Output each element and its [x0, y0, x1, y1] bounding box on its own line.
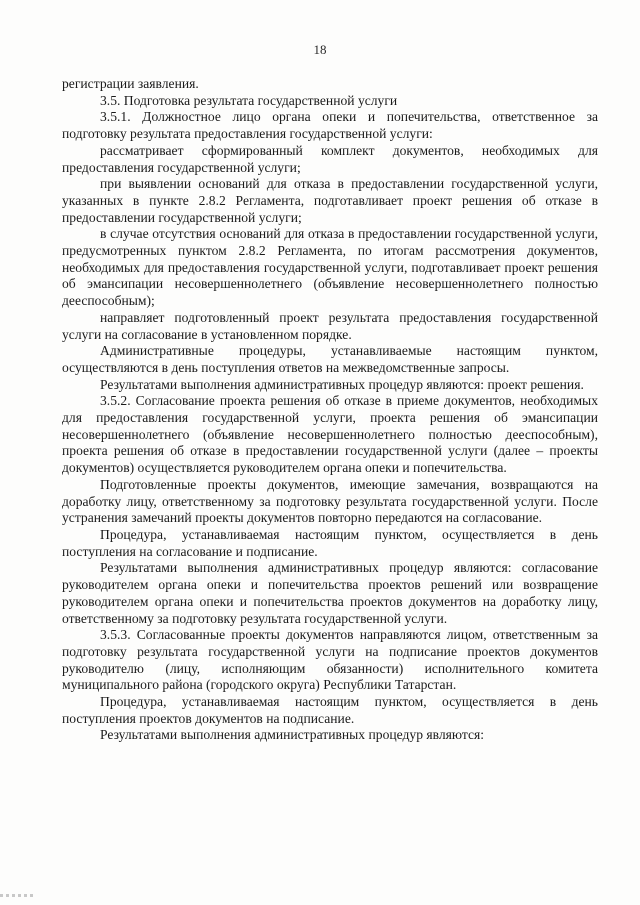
page-number: 18	[313, 42, 327, 57]
paragraph-3-5-3: 3.5.3. Согласованные проекты документов направляются лицом, ответственным за подготовку результата государственной услуги на подписание проектов документов руководителю (лицу, исполняющим обязанности) исполнительного комитета муниципального района (городского округа) Республики Татарстан.	[62, 627, 598, 693]
list-item-sends-for-approval: направляет подготовленный проект результата предоставления государственной услуги на согласование в установленном порядке.	[62, 309, 598, 342]
paragraph-results-signing: Результатами выполнения административных процедур являются:	[100, 727, 485, 743]
paragraph-procedure-signing-day: Процедура, устанавливаемая настоящим пунктом, осуществляется в день поступления проектов документов на подписание.	[62, 694, 598, 726]
paragraph-procedure-approval-day: Процедура, устанавливаемая настоящим пунктом, осуществляется в день поступления на согласование и подписание.	[62, 526, 598, 559]
paragraph-results-approval: Результатами выполнения административных процедур являются: согласование руководителем органа опеки и попечительства проектов решений или возвращение руководителем органа опеки и попечительства проектов документов на доработку лицу, ответственному за подготовку результата государственной услуги.	[62, 560, 598, 626]
list-item-reviews: рассматривает сформированный комплект документов, необходимых для предоставления государственной услуги;	[62, 142, 598, 175]
paragraph-results-draft: Результатами выполнения административных процедур являются: проект решения.	[100, 376, 584, 392]
paragraph-procedures-timing: Административные процедуры, устанавливаемые настоящим пунктом, осуществляются в день поступления ответов на межведомственные запросы.	[62, 343, 598, 375]
scan-edge-mark	[0, 894, 36, 897]
list-item-refusal-grounds: при выявлении оснований для отказа в предоставлении государственной услуги, указанных в пункте 2.8.2 Регламента, подготавливает проект решения об отказе в предоставлении государственной услуги;	[62, 176, 598, 225]
paragraph-3-5-2: 3.5.2. Согласование проекта решения об отказе в приеме документов, необходимых для предоставления государственной услуги, проекта решения об эмансипации несовершеннолетнего (объявление несовершеннолетнего полностью дееспособным), проекта решения об отказе в предоставлении государственной услуги (далее – проекты документов) осуществляется руководителем органа опеки и попечительства.	[62, 393, 598, 476]
list-item-no-refusal-grounds: в случае отсутствия оснований для отказа в предоставлении государственной услуги, предусмотренных пунктом 2.8.2 Регламента, по итогам рассмотрения документов, необходимых для предоставления государственной услуги, подготавливает проект решения об эмансипации несовершеннолетнего (объявление несовершеннолетнего полностью дееспособным);	[62, 226, 598, 309]
section-heading-3-5: 3.5. Подготовка результата государственной услуги	[100, 92, 398, 108]
document-body	[62, 76, 598, 744]
paragraph-3-5-1: 3.5.1. Должностное лицо органа опеки и попечительства, ответственное за подготовку результата предоставления государственной услуги:	[62, 109, 598, 142]
paragraph-returned-drafts: Подготовленные проекты документов, имеющие замечания, возвращаются на доработку лицу, ответственному за подготовку результата государственной услуги. После устранения замечаний проекты документов повторно передаются на согласование.	[62, 476, 598, 526]
paragraph-continuation: регистрации заявления.	[62, 76, 199, 91]
